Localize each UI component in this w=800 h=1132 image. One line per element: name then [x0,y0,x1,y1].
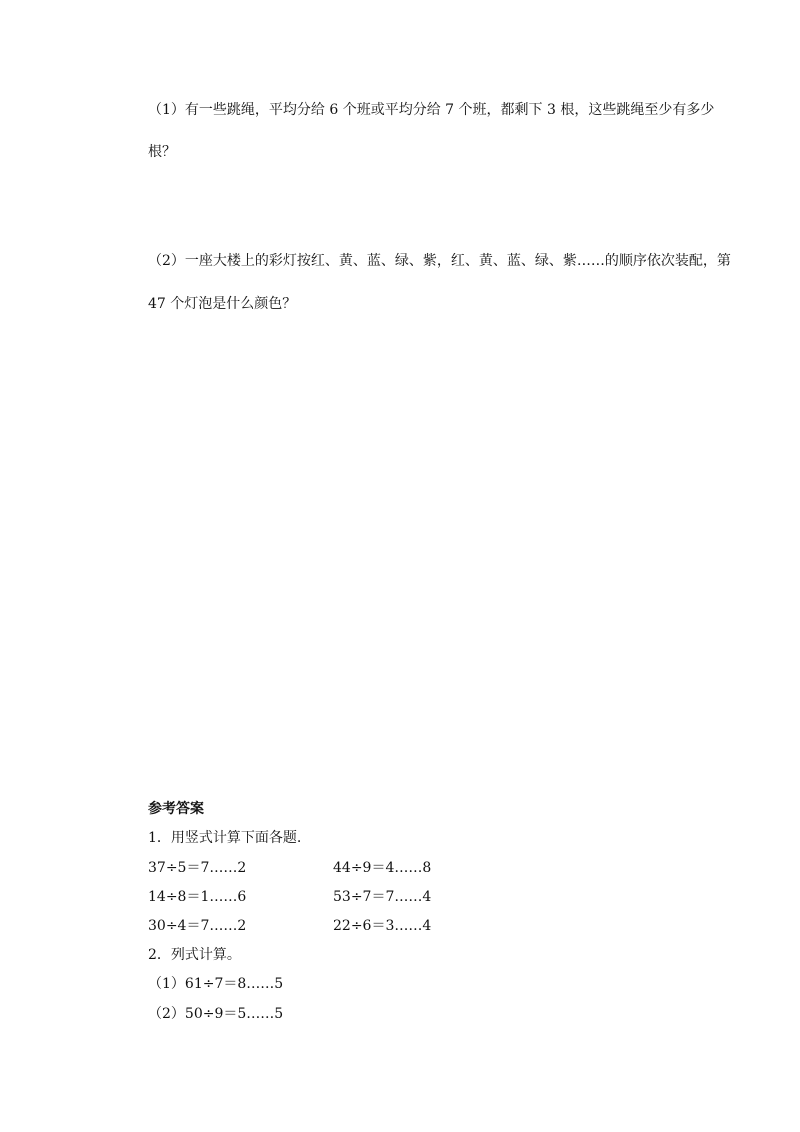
section-2-title: 2．列式计算。 [148,947,241,963]
answers-heading: 参考答案 [148,801,204,817]
section-1-row-2-right: 53÷7＝7……4 [333,889,432,905]
problem-2-text-line-2: 47 个灯泡是什么颜色？ [148,296,297,312]
section-2-item-2: （2）50÷9＝5……5 [148,1006,284,1022]
section-1-title: 1．用竖式计算下面各题. [148,830,302,846]
problem-1-text-line-1: （1）有一些跳绳，平均分给 6 个班或平均分给 7 个班，都剩下 3 根，这些跳绳至少有多少 [148,102,715,118]
section-1-row-3-right: 22÷6＝3……4 [333,918,432,934]
section-1-row-2-left: 14÷8＝1……6 [148,889,247,905]
problem-2-text-line-1: （2）一座大楼上的彩灯按红、黄、蓝、绿、紫，红、黄、蓝、绿、紫……的顺序依次装配，第 [148,253,731,269]
section-1-row-3-left: 30÷4＝7……2 [148,918,247,934]
section-1-row-1-left: 37÷5＝7……2 [148,860,247,876]
problem-1-text-line-2: 根？ [148,144,176,160]
section-1-row-1-right: 44÷9＝4……8 [333,860,432,876]
section-2-item-1: （1）61÷7＝8……5 [148,976,284,992]
